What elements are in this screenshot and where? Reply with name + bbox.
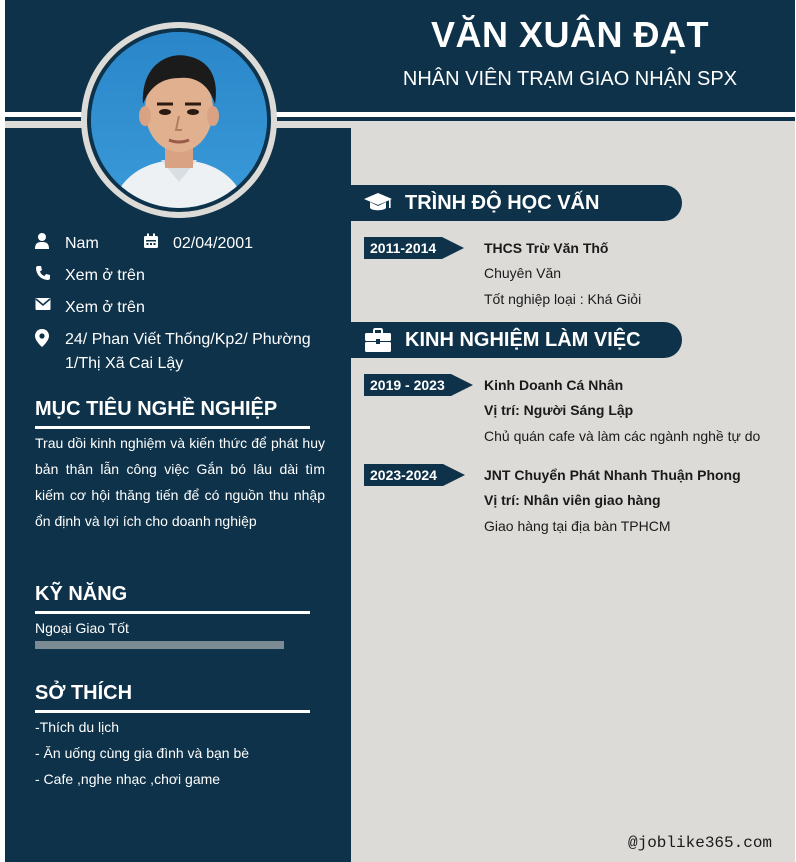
person-icon	[35, 232, 65, 249]
experience-company: Kinh Doanh Cá Nhân	[484, 377, 624, 393]
education-heading	[351, 185, 682, 221]
avatar-photo	[91, 32, 267, 208]
candidate-name: VĂN XUÂN ĐẠT	[430, 14, 709, 55]
education-major: Chuyên Văn	[484, 265, 562, 281]
experience-heading	[351, 322, 682, 358]
skills-rule	[35, 611, 310, 614]
skill-level-bar	[35, 641, 284, 649]
gender-value: Nam	[65, 235, 99, 252]
info-birthdate	[143, 232, 253, 256]
candidate-job-title: NHÂN VIÊN TRẠM GIAO NHẬN SPX	[402, 68, 738, 90]
skill-level-fill	[35, 641, 284, 649]
graduation-cap-icon	[351, 191, 405, 215]
objective-text: Trau dồi kinh nghiệm và kiến thức để phát huy bản thân lẫn công việc Gắn bó lâu dài tìm kiếm cơ hội thăng tiến để có nguồn thu nhập ổn định và lợi ích cho doanh nghiệp	[35, 435, 325, 529]
watermark: @joblike365.com	[628, 834, 773, 852]
address-line-2: 1/Thị Xã Cai Lậy	[65, 355, 184, 372]
hobbies-title: SỞ THÍCH	[35, 682, 133, 704]
birthdate-value: 02/04/2001	[173, 235, 254, 252]
info-email	[35, 296, 145, 320]
experience-period: 2023-2024	[364, 464, 443, 486]
info-address	[35, 328, 335, 376]
hobbies-rule	[35, 710, 310, 713]
phone-icon	[35, 264, 65, 281]
hobby-item: - Ăn uống cùng gia đình và bạn bè	[35, 745, 250, 761]
sidebar	[5, 128, 351, 862]
phone-value: Xem ở trên	[65, 267, 145, 284]
education-result: Tốt nghiệp loại : Khá Giỏi	[484, 291, 642, 307]
objective-title: MỤC TIÊU NGHỀ NGHIỆP	[35, 398, 278, 420]
calendar-icon	[143, 232, 173, 249]
info-phone	[35, 264, 145, 288]
envelope-icon	[35, 296, 65, 311]
experience-description: Giao hàng tại địa bàn TPHCM	[484, 518, 671, 534]
skill-name: Ngoại Giao Tốt	[35, 620, 129, 636]
skills-title: KỸ NĂNG	[35, 583, 128, 605]
address-line-1: 24/ Phan Viết Thống/Kp2/ Phường	[65, 331, 311, 348]
map-pin-icon	[35, 328, 65, 347]
experience-company: JNT Chuyển Phát Nhanh Thuận Phong	[484, 467, 741, 483]
education-period-tag	[364, 237, 464, 259]
info-gender	[35, 232, 99, 256]
hobby-item: -Thích du lịch	[35, 719, 120, 735]
experience-period: 2019 - 2023	[364, 374, 451, 396]
education-period: 2011-2014	[364, 237, 442, 259]
objective-rule	[35, 426, 310, 429]
experience-description: Chủ quán cafe và làm các ngành nghề tự do	[484, 428, 761, 444]
briefcase-icon	[351, 328, 405, 352]
experience-title: KINH NGHIỆM LÀM VIỆC	[405, 328, 641, 351]
experience-position: Vị trí: Nhân viên giao hàng	[484, 492, 661, 508]
avatar-frame	[81, 22, 277, 218]
cv-page	[5, 0, 795, 862]
education-title: TRÌNH ĐỘ HỌC VẤN	[405, 191, 600, 214]
education-school: THCS Trừ Văn Thố	[484, 240, 609, 256]
experience-position: Vị trí: Người Sáng Lập	[484, 402, 634, 418]
experience-period-tag	[364, 374, 473, 396]
avatar	[91, 32, 267, 208]
hobby-item: - Cafe ,nghe nhạc ,chơi game	[35, 771, 221, 787]
email-value: Xem ở trên	[65, 299, 145, 316]
experience-period-tag	[364, 464, 465, 486]
